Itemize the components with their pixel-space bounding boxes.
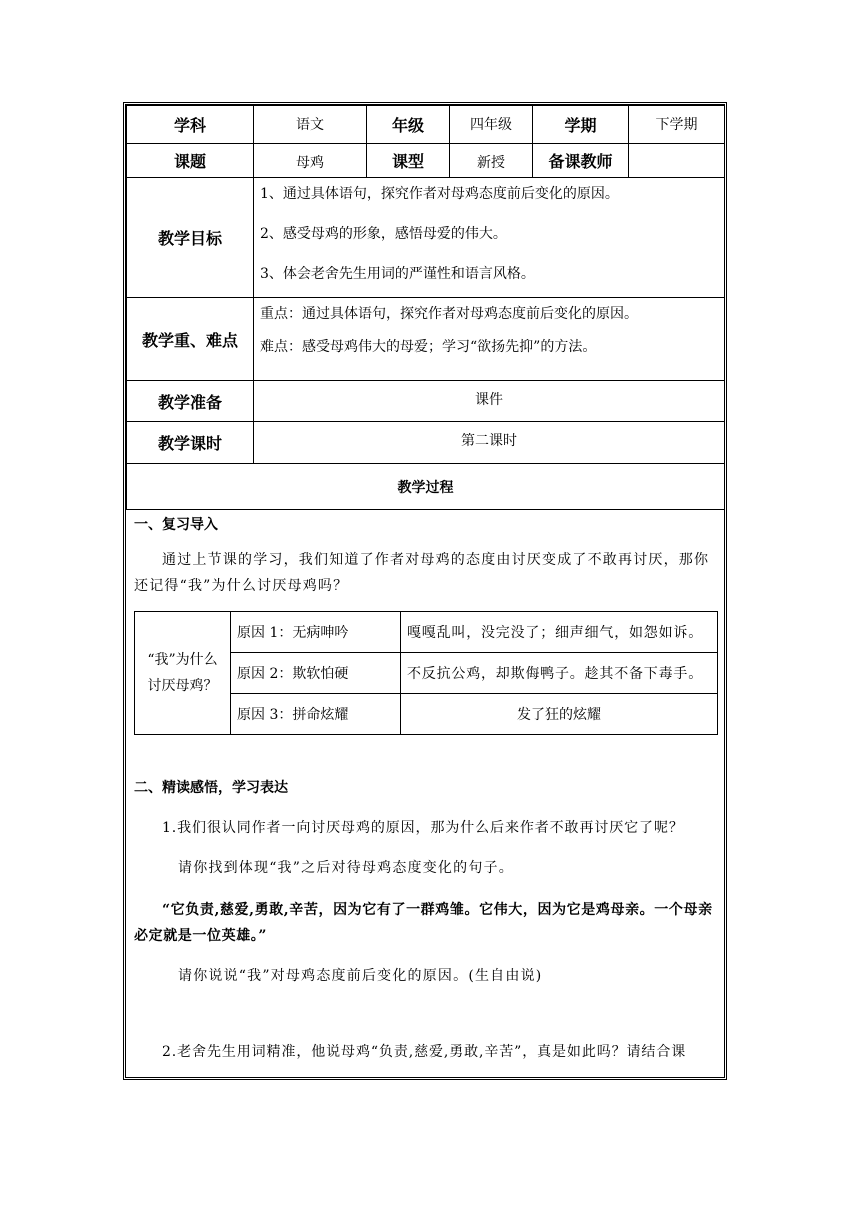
process-body: [126, 516, 724, 1065]
question-1: 1.我们很认同作者一向讨厌母鸡的原因，那为什么后来作者不敢再讨厌它了呢？: [162, 820, 684, 836]
reasons-table: [134, 611, 718, 735]
prep-value: 课件: [254, 381, 725, 422]
section1-heading: 一、复习导入: [134, 517, 218, 533]
goals-label: 教学目标: [127, 178, 254, 298]
subject-value: 语文: [254, 106, 367, 144]
goals-cell: [254, 178, 725, 298]
header-table: [126, 105, 725, 510]
process-title: 教学过程: [127, 464, 725, 510]
type-label: 课型: [367, 144, 450, 178]
question-2: 2.老舍先生用词精准，他说母鸡“负责,慈爱,勇敢,辛苦”，真是如此吗？请结合课: [162, 1044, 687, 1060]
topic-label: 课题: [127, 144, 254, 178]
reason-1: 原因 1：无病呻吟: [231, 612, 401, 653]
reasons-rowhead: “我”为什么讨厌母鸡？: [135, 612, 231, 735]
keypoints-cell: [254, 298, 725, 381]
detail-1: 嘎嘎乱叫，没完没了；细声细气，如怨如诉。: [401, 612, 718, 653]
lesson-plan-frame: [125, 104, 725, 1078]
grade-value: 四年级: [450, 106, 533, 144]
period-value: 第二课时: [254, 422, 725, 464]
reason-2: 原因 2：欺软怕硬: [231, 653, 401, 694]
type-value: 新授: [450, 144, 533, 178]
keypoints-label: 教学重、难点: [127, 298, 254, 381]
key-point: 重点：通过具体语句，探究作者对母鸡态度前后变化的原因。: [260, 306, 638, 322]
question-1b: 请你找到体现“我”之后对待母鸡态度变化的句子。: [178, 860, 514, 876]
goal-item: 1、通过具体语句，探究作者对母鸡态度前后变化的原因。: [260, 186, 619, 202]
subject-label: 学科: [127, 106, 254, 144]
section1-paragraph: 通过上节课的学习，我们知道了作者对母鸡的态度由讨厌变成了不敢再讨厌，那你还记得“我”为什么讨厌母鸡吗？: [134, 552, 710, 594]
detail-3: 发了狂的炫耀: [401, 694, 718, 735]
goal-item: 3、体会老舍先生用词的严谨性和语言风格。: [260, 266, 535, 282]
term-label: 学期: [533, 106, 629, 144]
reason-3: 原因 3：拼命炫耀: [231, 694, 401, 735]
detail-2: 不反抗公鸡，却欺侮鸭子。趁其不备下毒手。: [401, 653, 718, 694]
grade-label: 年级: [367, 106, 450, 144]
prep-label: 教学准备: [127, 381, 254, 422]
term-value: 下学期: [629, 106, 725, 144]
period-label: 教学课时: [127, 422, 254, 464]
goal-item: 2、感受母鸡的形象，感悟母爱的伟大。: [260, 226, 507, 242]
section2-heading: 二、精读感悟，学习表达: [134, 780, 288, 796]
question-1c: 请你说说“我”对母鸡态度前后变化的原因。(生自由说): [178, 968, 543, 984]
difficult-point: 难点：感受母鸡伟大的母爱；学习“欲扬先抑”的方法。: [260, 339, 597, 355]
topic-value: 母鸡: [254, 144, 367, 178]
teacher-label: 备课教师: [533, 144, 629, 178]
teacher-value: [629, 144, 725, 178]
quote: “它负责,慈爱,勇敢,辛苦，因为它有了一群鸡雏。它伟大，因为它是鸡母亲。一个母亲必定就是一位英雄。”: [134, 902, 713, 944]
